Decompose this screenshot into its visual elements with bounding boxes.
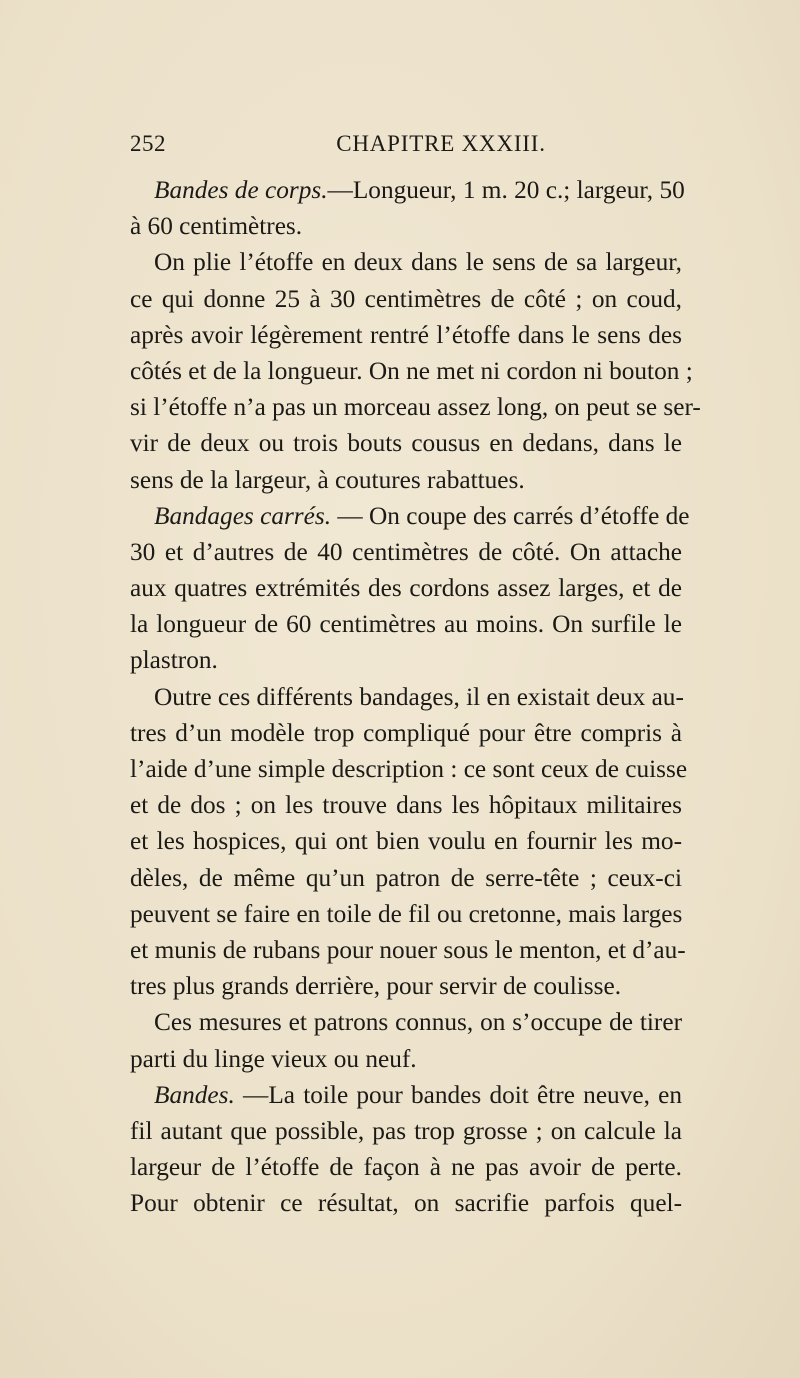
text-line-content: — On coupe des carrés d’étoffe de xyxy=(331,501,690,530)
text-line: Pour obtenir ce résultat, on sacrifie parfois quel- xyxy=(130,1189,682,1218)
text-line-content: —La toile pour bandes doit être neuve, en xyxy=(234,1080,682,1109)
text-line: largeur de l’étoffe de façon à ne pas avoir de perte. xyxy=(130,1153,682,1182)
text-line-content: —Longueur, 1 m. 20 c.; largeur, 50 xyxy=(327,176,685,204)
text-line xyxy=(130,498,690,534)
text-line: la longueur de 60 centimètres au moins. On surfile le xyxy=(130,610,682,639)
text-line: l’aide d’une simple description : ce sont ceux de cuisse xyxy=(130,755,688,783)
text-line: et munis de rubans pour nouer sous le menton, et d’au- xyxy=(130,935,686,964)
text-line: et de dos ; on les trouve dans les hôpitaux militaires xyxy=(130,791,682,820)
text-line: côtés et de la longueur. On ne met ni cordon ni bouton ; xyxy=(130,356,693,385)
text-line: et les hospices, qui ont bien voulu en fournir les mo- xyxy=(130,827,682,856)
text-line: à 60 centimètres. xyxy=(130,212,303,241)
section-heading: Bandes. xyxy=(154,1080,235,1109)
page-number: 252 xyxy=(130,131,166,156)
text-line: fil autant que possible, pas trop grosse ; on calcule la xyxy=(130,1116,682,1145)
text-line: peuvent se faire en toile de fil ou cretonne, mais larges xyxy=(130,899,683,928)
text-line: tres plus grands derrière, pour servir de coulisse. xyxy=(130,972,622,1001)
text-line: On plie l’étoffe en deux dans le sens de sa largeur, xyxy=(154,248,682,277)
text-line: parti du linge vieux ou neuf. xyxy=(130,1044,417,1073)
text-line: aux quatres extrémités des cordons assez larges, et de xyxy=(130,574,682,603)
text-line: Ces mesures et patrons connus, on s’occupe de tirer xyxy=(154,1008,682,1037)
text-line: tres d’un modèle trop compliqué pour être compris à xyxy=(130,718,682,747)
section-heading: Bandes de corps. xyxy=(154,176,328,204)
text-line: si l’étoffe n’a pas un morceau assez long, on peut se ser- xyxy=(130,393,701,422)
body-text xyxy=(130,172,701,1221)
text-line: sens de la largeur, à coutures rabattues. xyxy=(130,465,525,494)
text-line: vir de deux ou trois bouts cousus en dedans, dans le xyxy=(130,429,682,458)
text-line: plastron. xyxy=(130,646,218,675)
running-head: CHAPITRE XXXIII. xyxy=(336,131,546,156)
text-line: Outre ces différents bandages, il en existait deux au- xyxy=(154,682,684,711)
text-line xyxy=(130,172,685,208)
text-line: après avoir légèrement rentré l’étoffe dans le sens des xyxy=(130,320,682,349)
text-line: ce qui donne 25 à 30 centimètres de côté ; on coud, xyxy=(130,284,682,313)
text-line: 30 et d’autres de 40 centimètres de côté. On attache xyxy=(130,537,682,566)
text-line: dèles, de même qu’un patron de serre-tête ; ceux-ci xyxy=(130,863,682,892)
text-line xyxy=(130,1077,682,1113)
section-heading: Bandages carrés. xyxy=(154,501,332,530)
page-header xyxy=(130,131,682,167)
